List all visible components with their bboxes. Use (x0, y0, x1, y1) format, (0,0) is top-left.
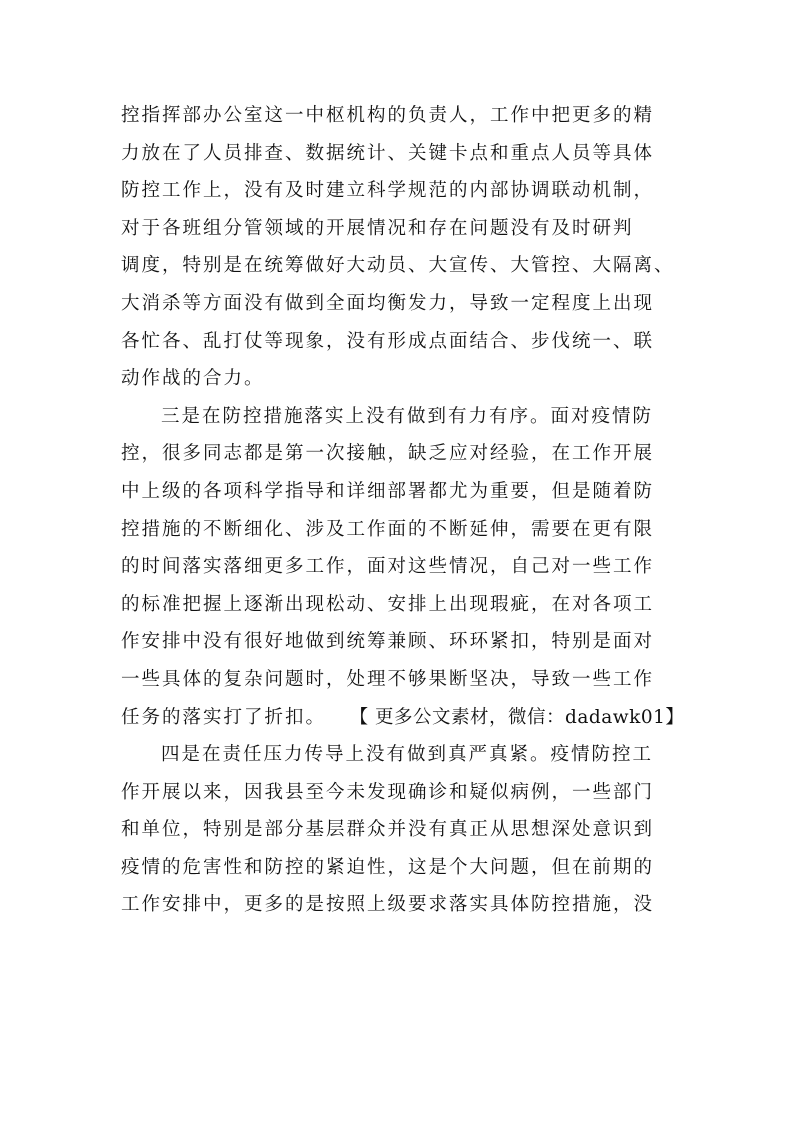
text-line-14: 的标准把握上逐渐出现松动、安排上出现瑕疵，在对各项工 (121, 593, 655, 615)
text-line-17-main: 任务的落实打了折扣。 (121, 706, 327, 728)
promo-note: 【 更多公文素材，微信：dadawk01】 (349, 706, 685, 728)
text-line-8: 动作战的合力。 (121, 368, 265, 390)
text-line-19: 作开展以来，因我县至今未发现确诊和疑似病例，一些部门 (121, 781, 655, 803)
text-line-13: 的时间落实落细更多工作，面对这些情况，自己对一些工作 (121, 556, 655, 578)
text-line-22: 工作安排中，更多的是按照上级要求落实具体防控措施，没 (121, 894, 655, 916)
text-line-4: 对于各班组分管领域的开展情况和存在问题没有及时研判 (121, 217, 634, 239)
text-line-6: 大消杀等方面没有做到全面均衡发力，导致一定程度上出现 (121, 292, 655, 314)
text-line-1: 控指挥部办公室这一中枢机构的负责人，工作中把更多的精 (121, 105, 655, 126)
document-body (121, 97, 685, 924)
text-line-15: 作安排中没有很好地做到统筹兼顾、环环紧扣，特别是面对 (121, 631, 655, 653)
text-line-11: 中上级的各项科学指导和详细部署都尤为重要，但是随着防 (121, 480, 655, 502)
text-line-12: 控措施的不断细化、涉及工作面的不断延伸，需要在更有限 (121, 518, 655, 540)
paragraph-four-start: 四是在责任压力传导上没有做到真严真紧。疫情防控工 (161, 744, 654, 766)
text-line-10: 控，很多同志都是第一次接触，缺乏应对经验，在工作开展 (121, 443, 655, 465)
text-line-21: 疫情的危害性和防控的紧迫性，这是个大问题，但在前期的 (121, 856, 655, 878)
text-line-2: 力放在了人员排查、数据统计、关键卡点和重点人员等具体 (121, 142, 655, 164)
text-line-7: 各忙各、乱打仗等现象，没有形成点面结合、步伐统一、联 (121, 330, 655, 352)
text-line-17 (121, 699, 685, 737)
text-line-5: 调度，特别是在统筹做好大动员、大宣传、大管控、大隔离、 (121, 255, 675, 277)
text-line-3: 防控工作上，没有及时建立科学规范的内部协调联动机制， (121, 180, 655, 202)
text-line-20: 和单位，特别是部分基层群众并没有真正从思想深处意识到 (121, 819, 655, 841)
paragraph-three-start: 三是在防控措施落实上没有做到有力有序。面对疫情防 (161, 405, 654, 427)
text-line-16: 一些具体的复杂问题时，处理不够果断坚决，导致一些工作 (121, 668, 655, 690)
